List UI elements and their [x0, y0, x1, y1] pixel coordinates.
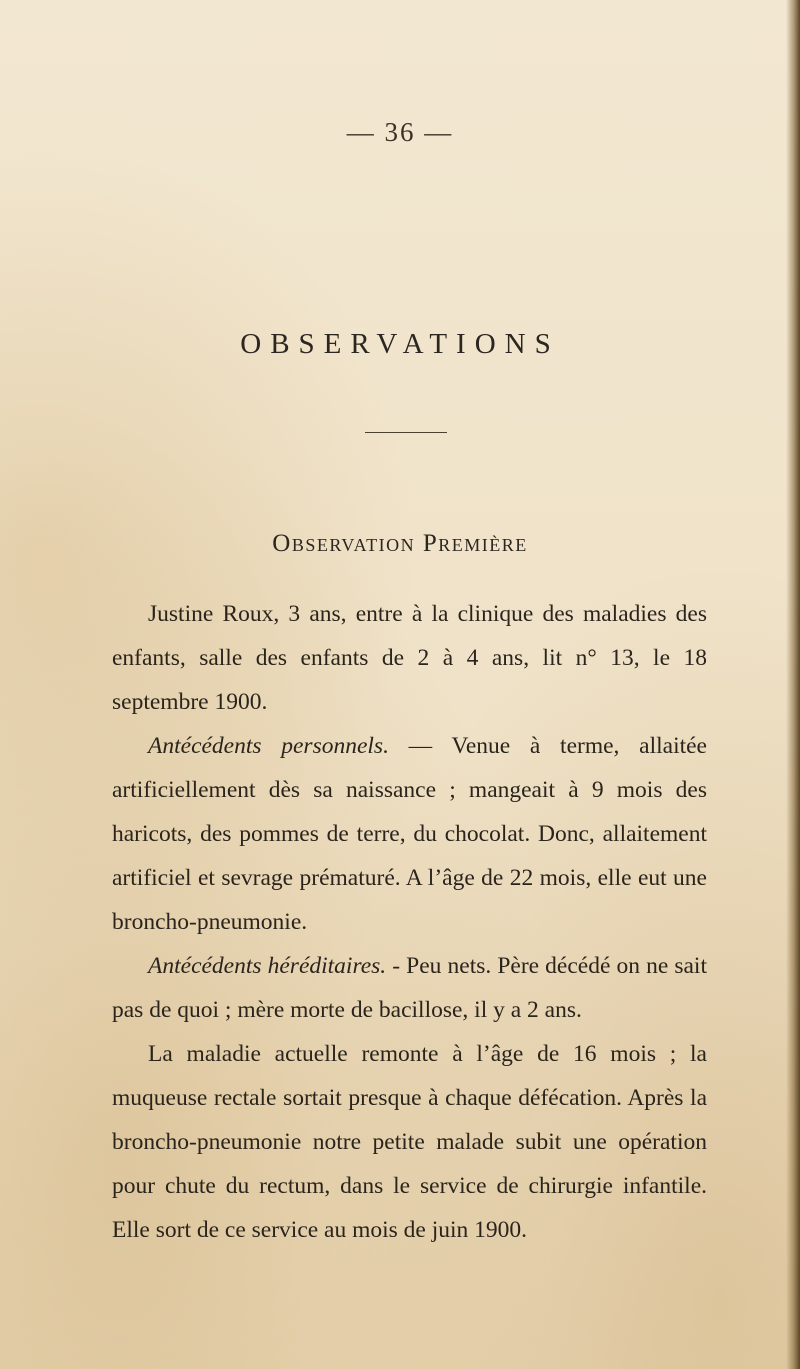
separator-rule — [365, 432, 447, 433]
paragraph-intro — [112, 592, 707, 724]
paragraph-hereditary-history — [112, 944, 707, 1032]
paragraph-current-illness — [112, 1032, 707, 1252]
paragraph-text: Justine Roux, 3 ans, entre à la clinique des maladies des enfants, salle des enfants de 2 à 4 ans, lit n° 13, le 18 septembre 1900. — [112, 601, 707, 715]
paragraph-personal-history — [112, 724, 707, 944]
paragraph-text: — Venue à terme, allaitée artificiellement dès sa naissance ; mangeait à 9 mois des haricots, des pommes de terre, du chocolat. Donc, allaitement artificiel et sevrage prématuré. A l’âge de 22 mois, elle eut une broncho-pneumonie. — [112, 733, 707, 935]
section-heading: OBSERVATIONS — [240, 328, 560, 360]
paragraph-text: La maladie actuelle remonte à l’âge de 16 mois ; la muqueuse rectale sortait presque à chaque défécation. Après la broncho-pneumonie notre petite malade subit une opération pour chute du rectum, dans le service de chirurgie infantile. Elle sort de ce service au mois de juin 1900. — [112, 1041, 707, 1243]
paragraph-text: - Peu nets. Père décédé on ne sait pas de quoi ; mère morte de bacillose, il y a 2 ans. — [112, 953, 707, 1023]
page-edge-shadow — [786, 0, 800, 1369]
observation-body — [112, 592, 707, 1252]
page-number: — 36 — — [346, 117, 454, 147]
observation-title: Observation Première — [272, 530, 528, 557]
paragraph-label: Antécédents héréditaires. — [148, 953, 387, 979]
paragraph-label: Antécédents personnels. — [148, 733, 389, 759]
